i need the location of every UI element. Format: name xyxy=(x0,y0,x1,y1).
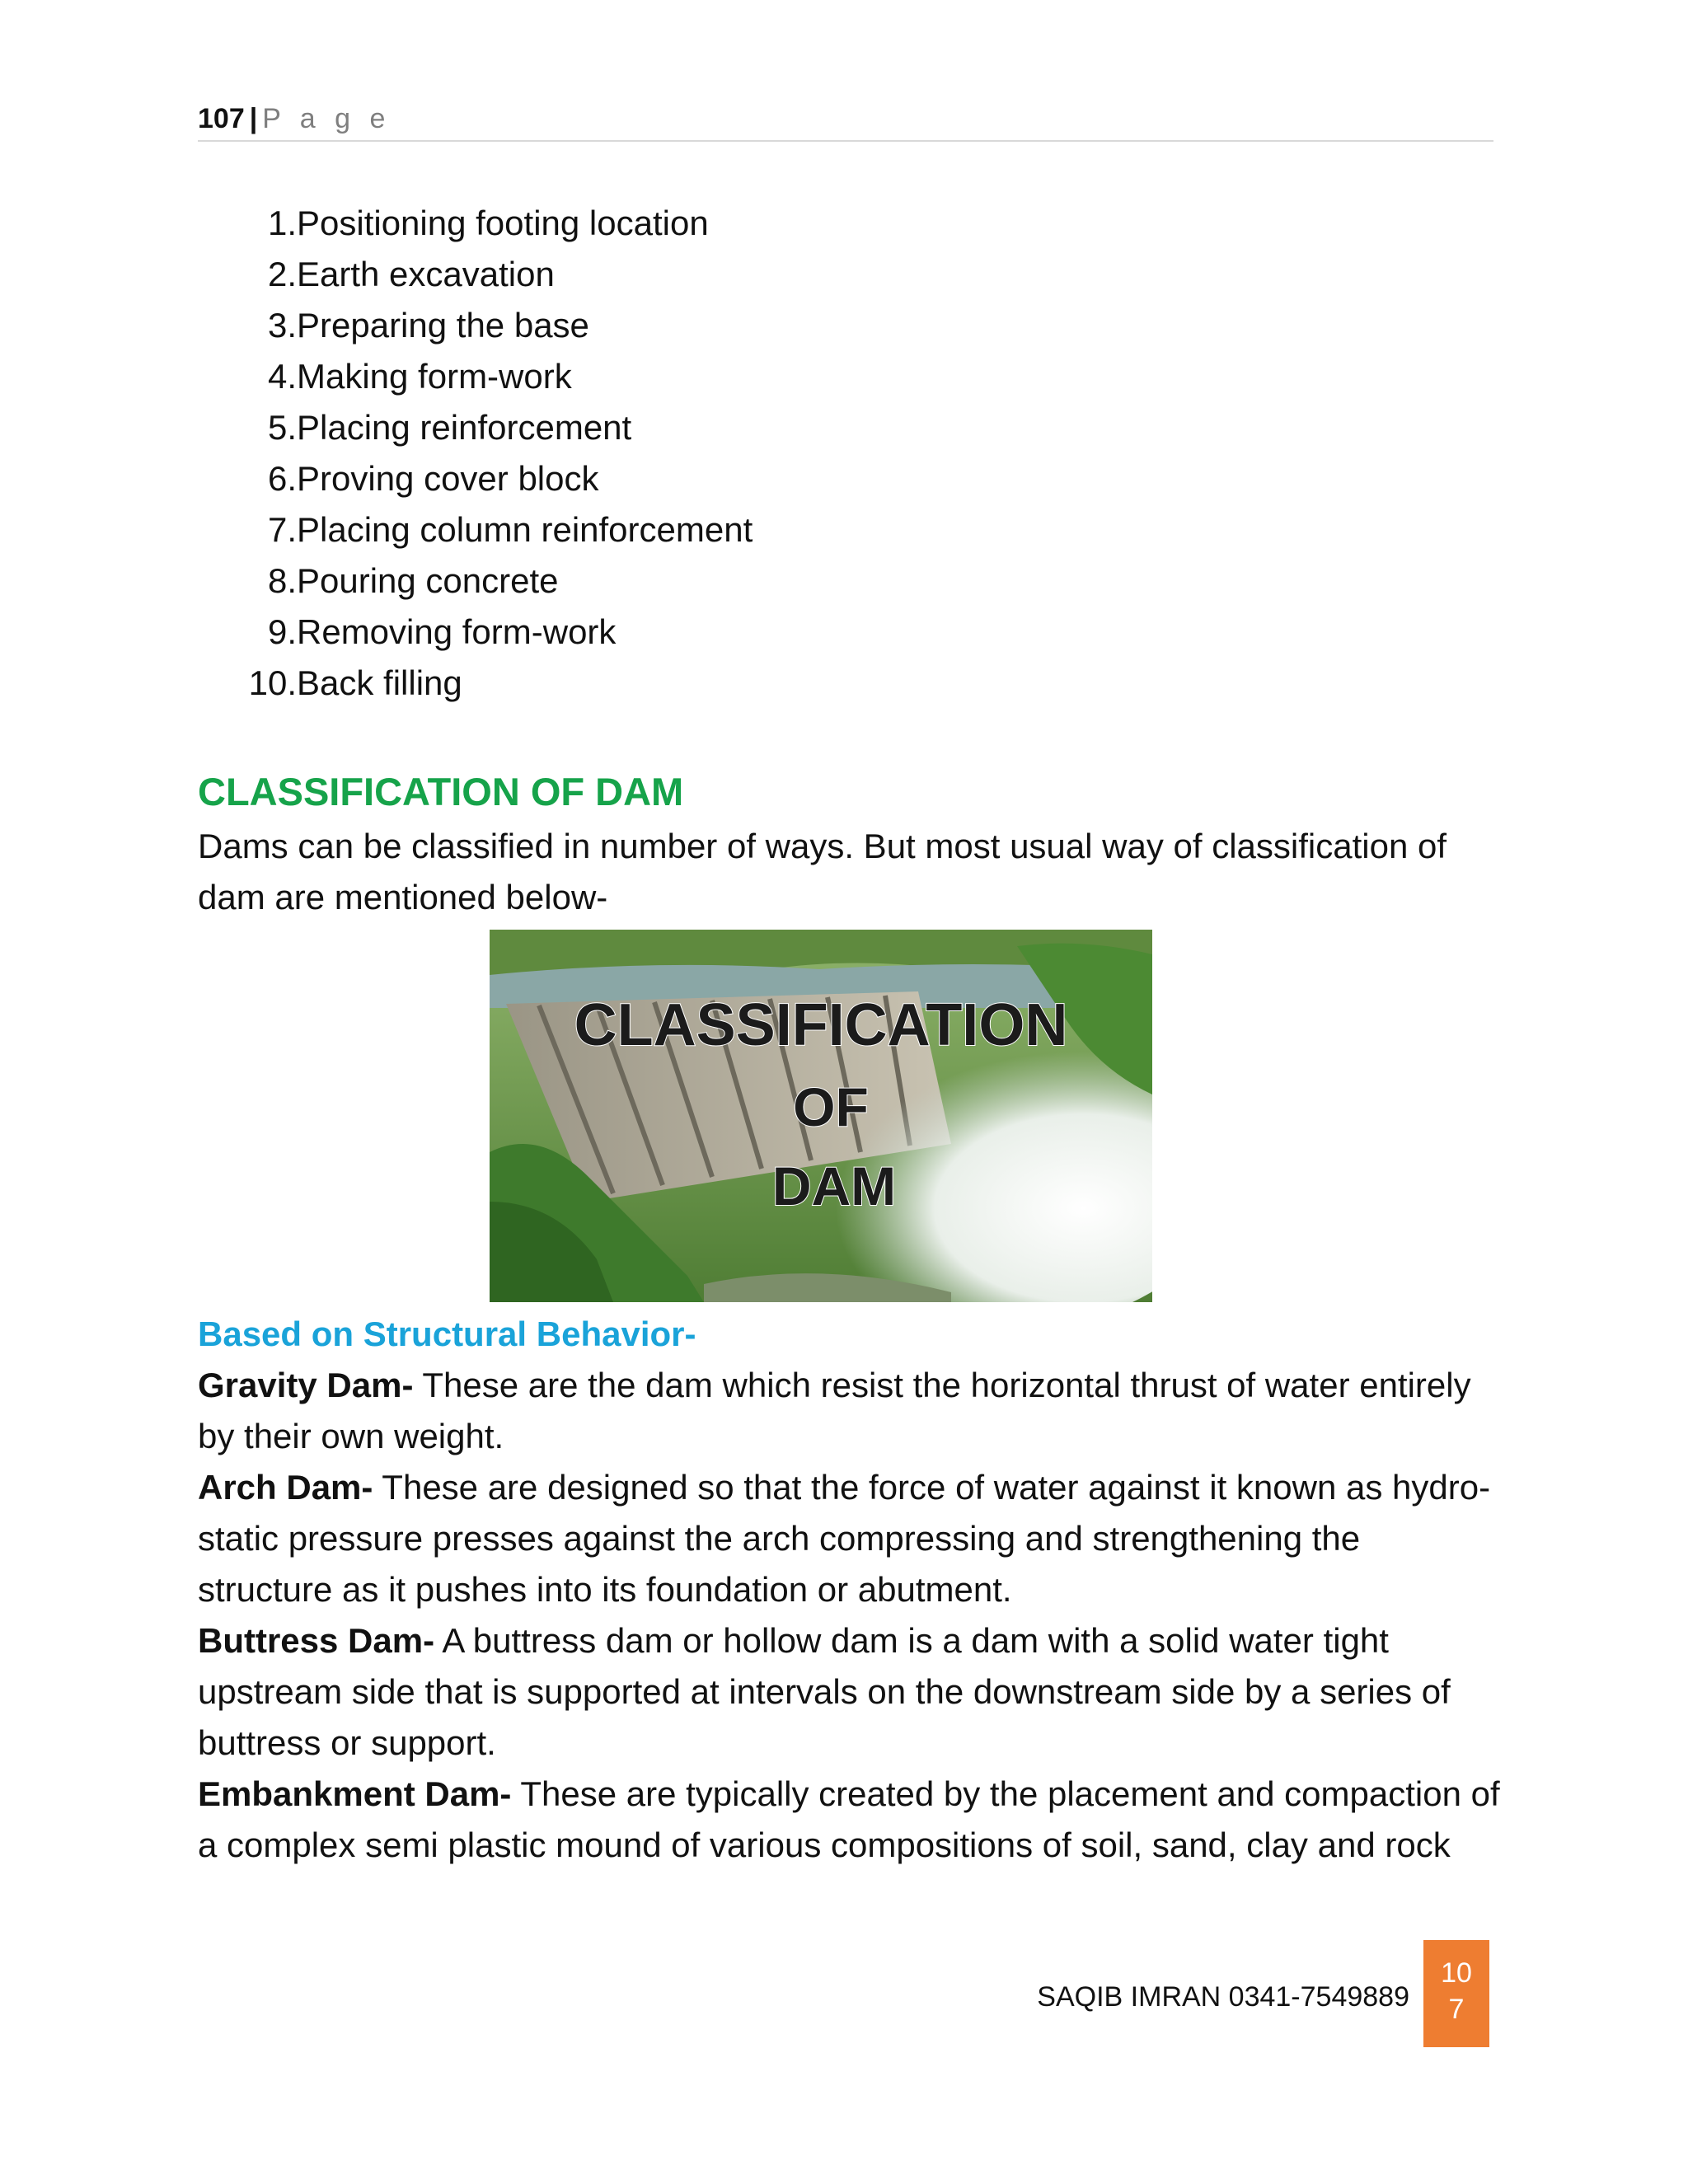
list-item-text: Placing column reinforcement xyxy=(297,510,753,549)
list-item-text: Positioning footing location xyxy=(297,204,709,242)
list-item xyxy=(198,453,753,504)
list-item xyxy=(198,504,753,555)
dam-types xyxy=(198,1360,1504,1871)
page-header xyxy=(198,97,1493,142)
list-item-number: 8. xyxy=(267,561,297,600)
definition-term: Gravity Dam- xyxy=(198,1366,414,1404)
image-caption-line2: OF xyxy=(793,1076,869,1137)
list-item-number: 7. xyxy=(267,510,297,549)
list-item-number: 9. xyxy=(267,612,297,651)
list-item-number: 1. xyxy=(267,204,297,242)
list-item-number: 2. xyxy=(267,255,297,293)
footing-steps-list xyxy=(198,198,753,709)
list-item-text: Removing form-work xyxy=(297,612,617,651)
section-title: CLASSIFICATION OF DAM xyxy=(198,770,684,813)
badge-line1: 10 xyxy=(1441,1957,1472,1989)
definition-term: Buttress Dam- xyxy=(198,1621,435,1660)
list-item-text: Pouring concrete xyxy=(297,561,559,600)
header-page-number: 107 xyxy=(198,103,245,134)
list-item xyxy=(198,402,753,453)
buttress-dam-definition xyxy=(198,1615,1504,1769)
list-item xyxy=(198,351,753,402)
list-item-text: Preparing the base xyxy=(297,306,589,344)
definition-text: A buttress dam or hollow dam is a dam with a solid water tight upstream side that is supported at intervals on the downstream side by a series of buttress or support. xyxy=(198,1621,1451,1762)
definition-term: Arch Dam- xyxy=(198,1468,373,1507)
structural-behavior-heading: Based on Structural Behavior- xyxy=(198,1315,696,1353)
list-item-number: 6. xyxy=(267,459,297,498)
embankment-dam-definition xyxy=(198,1769,1504,1871)
list-item xyxy=(198,658,753,709)
list-item xyxy=(198,555,753,607)
list-item-number: 4. xyxy=(267,357,297,396)
definition-text: These are typically created by the placement and compaction of a complex semi plastic mound of various compositions of soil, sand, clay and rock xyxy=(198,1774,1500,1864)
list-item xyxy=(198,300,753,351)
footer-author: SAQIB IMRAN 0341-7549889 xyxy=(1037,1981,1409,2013)
definition-term: Embankment Dam- xyxy=(198,1774,512,1813)
header-separator: | xyxy=(249,103,258,134)
header-page-word: P a g e xyxy=(262,103,392,134)
dam-classification-image xyxy=(490,930,1152,1302)
list-item-text: Placing reinforcement xyxy=(297,408,632,447)
list-item-number: 3. xyxy=(267,306,297,344)
gravity-dam-definition xyxy=(198,1360,1504,1462)
list-item-number: 10. xyxy=(248,663,297,702)
arch-dam-definition xyxy=(198,1462,1504,1615)
list-item xyxy=(198,607,753,658)
list-item xyxy=(198,249,753,300)
image-caption-line3: DAM xyxy=(771,1155,897,1216)
definition-text: These are the dam which resist the horizontal thrust of water entirely by their own weight. xyxy=(198,1366,1471,1455)
list-item-number: 5. xyxy=(267,408,297,447)
badge-line2: 7 xyxy=(1448,1994,1465,2025)
list-item-text: Back filling xyxy=(297,663,462,702)
definition-text: These are designed so that the force of water against it known as hydro-static pressure presses against the arch compressing and strengthening the structure as it pushes into its foundation or abutment. xyxy=(198,1468,1491,1609)
footer-page-badge xyxy=(1423,1940,1489,2047)
section-intro: Dams can be classified in number of ways. But most usual way of classification of dam are mentioned below- xyxy=(198,827,1447,916)
list-item-text: Making form-work xyxy=(297,357,572,396)
list-item-text: Earth excavation xyxy=(297,255,555,293)
list-item-text: Proving cover block xyxy=(297,459,599,498)
image-caption-line1: CLASSIFICATION xyxy=(574,992,1068,1058)
list-item xyxy=(198,198,753,249)
